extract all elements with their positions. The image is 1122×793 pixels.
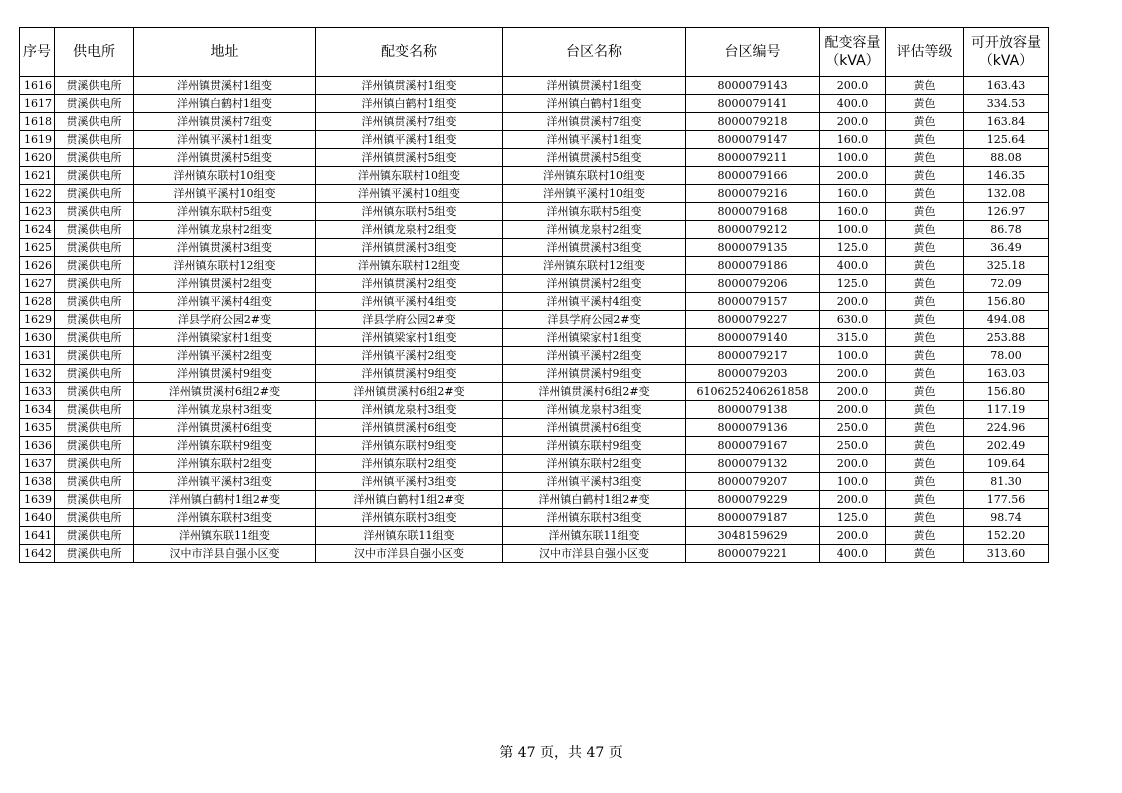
col-open-capacity-cell: 117.19 [964, 401, 1049, 419]
col-supply-station-cell: 贯溪供电所 [55, 203, 134, 221]
col-capacity-cell: 400.0 [820, 257, 886, 275]
col-area-name-cell: 洋县学府公园2#变 [503, 311, 686, 329]
header-row [20, 28, 1049, 77]
col-grade-cell: 黄色 [886, 509, 964, 527]
col-area-code-cell: 8000079147 [686, 131, 820, 149]
table-row [20, 329, 1049, 347]
col-capacity-cell: 315.0 [820, 329, 886, 347]
col-supply-station-cell: 贯溪供电所 [55, 347, 134, 365]
col-serial-cell: 1630 [20, 329, 55, 347]
col-grade-cell: 黄色 [886, 149, 964, 167]
col-grade-cell: 黄色 [886, 401, 964, 419]
col-grade-cell: 黄色 [886, 437, 964, 455]
col-serial-cell: 1622 [20, 185, 55, 203]
col-serial-cell: 1628 [20, 293, 55, 311]
col-address-cell: 洋州镇平溪村2组变 [134, 347, 316, 365]
page-number: 第 47 页，共 47 页 [499, 745, 623, 761]
col-open-capacity-cell: 98.74 [964, 509, 1049, 527]
col-area-name-cell: 洋州镇贯溪村2组变 [503, 275, 686, 293]
col-area-code-cell: 8000079229 [686, 491, 820, 509]
col-area-code-cell: 8000079143 [686, 77, 820, 95]
col-capacity-cell: 400.0 [820, 545, 886, 563]
col-area-code-header: 台区编号 [686, 28, 820, 77]
col-transformer-name-cell: 洋州镇东联村9组变 [316, 437, 503, 455]
col-area-name-cell: 洋州镇东联村2组变 [503, 455, 686, 473]
col-capacity-cell: 100.0 [820, 149, 886, 167]
col-open-capacity-cell: 36.49 [964, 239, 1049, 257]
col-area-name-cell: 洋州镇白鹤村1组变 [503, 95, 686, 113]
col-supply-station-cell: 贯溪供电所 [55, 77, 134, 95]
col-area-name-cell: 洋州镇平溪村10组变 [503, 185, 686, 203]
col-transformer-name-cell: 洋县学府公园2#变 [316, 311, 503, 329]
col-supply-station-cell: 贯溪供电所 [55, 401, 134, 419]
table-row [20, 401, 1049, 419]
col-area-name-cell: 洋州镇平溪村2组变 [503, 347, 686, 365]
col-address-cell: 洋州镇东联村10组变 [134, 167, 316, 185]
col-supply-station-cell: 贯溪供电所 [55, 131, 134, 149]
table-row [20, 167, 1049, 185]
col-transformer-name-cell: 洋州镇贯溪村1组变 [316, 77, 503, 95]
col-area-name-cell: 洋州镇贯溪村9组变 [503, 365, 686, 383]
col-address-cell: 洋州镇平溪村10组变 [134, 185, 316, 203]
col-capacity-cell: 100.0 [820, 221, 886, 239]
table-row [20, 95, 1049, 113]
col-grade-header: 评估等级 [886, 28, 964, 77]
col-capacity-cell: 400.0 [820, 95, 886, 113]
col-transformer-name-cell: 洋州镇贯溪村6组2#变 [316, 383, 503, 401]
col-grade-cell: 黄色 [886, 275, 964, 293]
col-area-code-cell: 8000079140 [686, 329, 820, 347]
col-grade-cell: 黄色 [886, 329, 964, 347]
col-transformer-name-cell: 洋州镇贯溪村7组变 [316, 113, 503, 131]
col-open-capacity-cell: 494.08 [964, 311, 1049, 329]
col-area-name-cell: 洋州镇贯溪村5组变 [503, 149, 686, 167]
col-capacity-cell: 200.0 [820, 455, 886, 473]
data-table [19, 27, 1049, 563]
col-transformer-name-cell: 洋州镇贯溪村2组变 [316, 275, 503, 293]
col-transformer-name-cell: 洋州镇平溪村4组变 [316, 293, 503, 311]
col-address-cell: 洋州镇东联村3组变 [134, 509, 316, 527]
col-open-capacity-cell: 126.97 [964, 203, 1049, 221]
col-grade-cell: 黄色 [886, 113, 964, 131]
col-supply-station-cell: 贯溪供电所 [55, 473, 134, 491]
table-row [20, 473, 1049, 491]
col-open-capacity-cell: 125.64 [964, 131, 1049, 149]
table-row [20, 113, 1049, 131]
col-transformer-name-header: 配变名称 [316, 28, 503, 77]
col-serial-cell: 1632 [20, 365, 55, 383]
col-address-cell: 洋州镇贯溪村1组变 [134, 77, 316, 95]
col-serial-cell: 1636 [20, 437, 55, 455]
col-grade-cell: 黄色 [886, 203, 964, 221]
col-area-name-cell: 洋州镇东联村9组变 [503, 437, 686, 455]
col-supply-station-cell: 贯溪供电所 [55, 185, 134, 203]
col-open-capacity-cell: 88.08 [964, 149, 1049, 167]
col-grade-cell: 黄色 [886, 311, 964, 329]
col-open-capacity-cell: 132.08 [964, 185, 1049, 203]
table-row [20, 491, 1049, 509]
col-area-name-cell: 洋州镇贯溪村3组变 [503, 239, 686, 257]
table-row [20, 347, 1049, 365]
col-area-code-cell: 8000079167 [686, 437, 820, 455]
col-grade-cell: 黄色 [886, 185, 964, 203]
col-address-cell: 洋州镇梁家村1组变 [134, 329, 316, 347]
col-area-code-cell: 8000079218 [686, 113, 820, 131]
col-grade-cell: 黄色 [886, 545, 964, 563]
table-row [20, 437, 1049, 455]
col-serial-cell: 1640 [20, 509, 55, 527]
col-supply-station-cell: 贯溪供电所 [55, 419, 134, 437]
col-capacity-cell: 100.0 [820, 347, 886, 365]
col-capacity-cell: 125.0 [820, 239, 886, 257]
table-row [20, 131, 1049, 149]
col-address-cell: 洋州镇白鹤村1组2#变 [134, 491, 316, 509]
col-address-cell: 洋州镇平溪村3组变 [134, 473, 316, 491]
col-supply-station-cell: 贯溪供电所 [55, 455, 134, 473]
col-serial-cell: 1624 [20, 221, 55, 239]
col-area-code-cell: 8000079216 [686, 185, 820, 203]
col-open-capacity-cell: 334.53 [964, 95, 1049, 113]
col-area-code-cell: 8000079132 [686, 455, 820, 473]
table-row [20, 293, 1049, 311]
col-area-name-cell: 洋州镇贯溪村6组变 [503, 419, 686, 437]
col-capacity-cell: 200.0 [820, 383, 886, 401]
col-address-cell: 洋州镇东联11组变 [134, 527, 316, 545]
col-serial-header: 序号 [20, 28, 55, 77]
col-open-capacity-cell: 313.60 [964, 545, 1049, 563]
col-grade-cell: 黄色 [886, 131, 964, 149]
col-capacity-header: 配变容量 （kVA） [820, 28, 886, 77]
col-area-code-cell: 8000079203 [686, 365, 820, 383]
col-address-cell: 洋州镇东联村9组变 [134, 437, 316, 455]
col-supply-station-cell: 贯溪供电所 [55, 167, 134, 185]
col-serial-cell: 1616 [20, 77, 55, 95]
col-address-cell: 洋州镇贯溪村2组变 [134, 275, 316, 293]
col-address-cell: 洋州镇东联村12组变 [134, 257, 316, 275]
col-area-name-cell: 洋州镇东联村10组变 [503, 167, 686, 185]
table-row [20, 221, 1049, 239]
col-supply-station-cell: 贯溪供电所 [55, 275, 134, 293]
col-capacity-cell: 200.0 [820, 167, 886, 185]
col-capacity-cell: 200.0 [820, 491, 886, 509]
col-serial-cell: 1642 [20, 545, 55, 563]
col-supply-station-cell: 贯溪供电所 [55, 293, 134, 311]
col-area-code-cell: 8000079166 [686, 167, 820, 185]
col-grade-cell: 黄色 [886, 527, 964, 545]
col-transformer-name-cell: 洋州镇贯溪村9组变 [316, 365, 503, 383]
col-area-name-cell: 洋州镇龙泉村3组变 [503, 401, 686, 419]
col-grade-cell: 黄色 [886, 491, 964, 509]
col-area-code-cell: 3048159629 [686, 527, 820, 545]
col-transformer-name-cell: 洋州镇贯溪村3组变 [316, 239, 503, 257]
col-serial-cell: 1621 [20, 167, 55, 185]
col-grade-cell: 黄色 [886, 383, 964, 401]
col-supply-station-cell: 贯溪供电所 [55, 491, 134, 509]
col-area-code-cell: 8000079221 [686, 545, 820, 563]
col-area-name-cell: 洋州镇东联11组变 [503, 527, 686, 545]
col-supply-station-cell: 贯溪供电所 [55, 113, 134, 131]
col-transformer-name-cell: 洋州镇平溪村10组变 [316, 185, 503, 203]
col-transformer-name-cell: 洋州镇白鹤村1组2#变 [316, 491, 503, 509]
col-area-name-cell: 洋州镇东联村3组变 [503, 509, 686, 527]
col-open-capacity-cell: 152.20 [964, 527, 1049, 545]
col-area-code-cell: 8000079135 [686, 239, 820, 257]
col-serial-cell: 1620 [20, 149, 55, 167]
col-grade-cell: 黄色 [886, 419, 964, 437]
col-capacity-cell: 160.0 [820, 131, 886, 149]
col-address-cell: 洋州镇贯溪村5组变 [134, 149, 316, 167]
col-grade-cell: 黄色 [886, 455, 964, 473]
col-transformer-name-cell: 洋州镇梁家村1组变 [316, 329, 503, 347]
table-row [20, 455, 1049, 473]
col-capacity-cell: 200.0 [820, 527, 886, 545]
col-address-header: 地址 [134, 28, 316, 77]
col-address-cell: 洋州镇贯溪村6组2#变 [134, 383, 316, 401]
col-area-code-cell: 8000079227 [686, 311, 820, 329]
col-transformer-name-cell: 洋州镇东联村12组变 [316, 257, 503, 275]
col-capacity-cell: 630.0 [820, 311, 886, 329]
col-grade-cell: 黄色 [886, 473, 964, 491]
col-supply-station-cell: 贯溪供电所 [55, 95, 134, 113]
col-grade-cell: 黄色 [886, 167, 964, 185]
col-transformer-name-cell: 洋州镇东联村3组变 [316, 509, 503, 527]
col-capacity-cell: 250.0 [820, 437, 886, 455]
table-row [20, 77, 1049, 95]
col-capacity-cell: 200.0 [820, 401, 886, 419]
col-area-name-cell: 汉中市洋县自强小区变 [503, 545, 686, 563]
col-supply-station-cell: 贯溪供电所 [55, 383, 134, 401]
col-supply-station-cell: 贯溪供电所 [55, 221, 134, 239]
col-address-cell: 洋州镇平溪村4组变 [134, 293, 316, 311]
table-row [20, 311, 1049, 329]
col-area-code-cell: 8000079138 [686, 401, 820, 419]
col-supply-station-cell: 贯溪供电所 [55, 365, 134, 383]
col-capacity-cell: 200.0 [820, 77, 886, 95]
col-serial-cell: 1633 [20, 383, 55, 401]
col-open-capacity-cell: 156.80 [964, 293, 1049, 311]
col-area-name-header: 台区名称 [503, 28, 686, 77]
col-area-code-cell: 8000079157 [686, 293, 820, 311]
col-area-name-cell: 洋州镇平溪村1组变 [503, 131, 686, 149]
col-transformer-name-cell: 洋州镇贯溪村6组变 [316, 419, 503, 437]
col-open-capacity-header: 可开放容量 （kVA） [964, 28, 1049, 77]
col-area-code-cell: 8000079207 [686, 473, 820, 491]
col-open-capacity-cell: 78.00 [964, 347, 1049, 365]
col-capacity-cell: 160.0 [820, 185, 886, 203]
table-row [20, 419, 1049, 437]
col-address-cell: 洋州镇东联村5组变 [134, 203, 316, 221]
col-open-capacity-cell: 202.49 [964, 437, 1049, 455]
col-open-capacity-cell: 325.18 [964, 257, 1049, 275]
col-supply-station-cell: 贯溪供电所 [55, 545, 134, 563]
col-capacity-cell: 200.0 [820, 293, 886, 311]
col-supply-station-cell: 贯溪供电所 [55, 509, 134, 527]
col-address-cell: 洋州镇白鹤村1组变 [134, 95, 316, 113]
col-transformer-name-cell: 洋州镇东联11组变 [316, 527, 503, 545]
col-capacity-cell: 100.0 [820, 473, 886, 491]
col-serial-cell: 1617 [20, 95, 55, 113]
col-area-code-cell: 8000079212 [686, 221, 820, 239]
col-supply-station-cell: 贯溪供电所 [55, 527, 134, 545]
col-serial-cell: 1627 [20, 275, 55, 293]
col-area-name-cell: 洋州镇贯溪村6组2#变 [503, 383, 686, 401]
col-address-cell: 洋州镇贯溪村3组变 [134, 239, 316, 257]
col-serial-cell: 1635 [20, 419, 55, 437]
col-open-capacity-cell: 146.35 [964, 167, 1049, 185]
col-address-cell: 汉中市洋县自强小区变 [134, 545, 316, 563]
col-open-capacity-cell: 253.88 [964, 329, 1049, 347]
col-grade-cell: 黄色 [886, 293, 964, 311]
col-area-name-cell: 洋州镇东联村5组变 [503, 203, 686, 221]
table-row [20, 185, 1049, 203]
col-serial-cell: 1637 [20, 455, 55, 473]
col-transformer-name-cell: 洋州镇贯溪村5组变 [316, 149, 503, 167]
col-open-capacity-cell: 177.56 [964, 491, 1049, 509]
col-address-cell: 洋州镇龙泉村2组变 [134, 221, 316, 239]
col-supply-station-cell: 贯溪供电所 [55, 311, 134, 329]
col-transformer-name-cell: 洋州镇东联村5组变 [316, 203, 503, 221]
col-transformer-name-cell: 洋州镇平溪村2组变 [316, 347, 503, 365]
col-supply-station-cell: 贯溪供电所 [55, 149, 134, 167]
table-row [20, 203, 1049, 221]
col-grade-cell: 黄色 [886, 365, 964, 383]
col-open-capacity-cell: 224.96 [964, 419, 1049, 437]
col-serial-cell: 1619 [20, 131, 55, 149]
col-capacity-cell: 125.0 [820, 509, 886, 527]
table-row [20, 527, 1049, 545]
col-supply-station-cell: 贯溪供电所 [55, 257, 134, 275]
col-area-name-cell: 洋州镇白鹤村1组2#变 [503, 491, 686, 509]
col-address-cell: 洋州镇贯溪村7组变 [134, 113, 316, 131]
col-serial-cell: 1641 [20, 527, 55, 545]
col-serial-cell: 1631 [20, 347, 55, 365]
col-transformer-name-cell: 洋州镇东联村10组变 [316, 167, 503, 185]
col-supply-station-header: 供电所 [55, 28, 134, 77]
table-row [20, 149, 1049, 167]
col-serial-cell: 1626 [20, 257, 55, 275]
col-address-cell: 洋州镇东联村2组变 [134, 455, 316, 473]
col-serial-cell: 1634 [20, 401, 55, 419]
col-address-cell: 洋县学府公园2#变 [134, 311, 316, 329]
col-area-name-cell: 洋州镇贯溪村7组变 [503, 113, 686, 131]
col-open-capacity-cell: 163.43 [964, 77, 1049, 95]
col-open-capacity-cell: 86.78 [964, 221, 1049, 239]
col-area-name-cell: 洋州镇梁家村1组变 [503, 329, 686, 347]
col-capacity-cell: 200.0 [820, 365, 886, 383]
col-area-name-cell: 洋州镇平溪村4组变 [503, 293, 686, 311]
col-area-code-cell: 8000079217 [686, 347, 820, 365]
col-supply-station-cell: 贯溪供电所 [55, 437, 134, 455]
col-area-code-cell: 8000079187 [686, 509, 820, 527]
col-open-capacity-cell: 72.09 [964, 275, 1049, 293]
col-transformer-name-cell: 洋州镇白鹤村1组变 [316, 95, 503, 113]
col-supply-station-cell: 贯溪供电所 [55, 239, 134, 257]
col-area-name-cell: 洋州镇龙泉村2组变 [503, 221, 686, 239]
col-capacity-cell: 250.0 [820, 419, 886, 437]
col-capacity-cell: 200.0 [820, 113, 886, 131]
col-area-code-cell: 8000079211 [686, 149, 820, 167]
col-address-cell: 洋州镇贯溪村9组变 [134, 365, 316, 383]
col-grade-cell: 黄色 [886, 95, 964, 113]
table-row [20, 365, 1049, 383]
col-area-code-cell: 6106252406261858 [686, 383, 820, 401]
col-serial-cell: 1629 [20, 311, 55, 329]
col-area-name-cell: 洋州镇平溪村3组变 [503, 473, 686, 491]
col-transformer-name-cell: 洋州镇平溪村1组变 [316, 131, 503, 149]
col-serial-cell: 1638 [20, 473, 55, 491]
col-area-code-cell: 8000079141 [686, 95, 820, 113]
col-open-capacity-cell: 163.03 [964, 365, 1049, 383]
col-address-cell: 洋州镇平溪村1组变 [134, 131, 316, 149]
col-supply-station-cell: 贯溪供电所 [55, 329, 134, 347]
col-capacity-cell: 160.0 [820, 203, 886, 221]
col-transformer-name-cell: 汉中市洋县自强小区变 [316, 545, 503, 563]
col-area-code-cell: 8000079168 [686, 203, 820, 221]
col-transformer-name-cell: 洋州镇龙泉村3组变 [316, 401, 503, 419]
col-transformer-name-cell: 洋州镇东联村2组变 [316, 455, 503, 473]
col-transformer-name-cell: 洋州镇龙泉村2组变 [316, 221, 503, 239]
table-row [20, 257, 1049, 275]
col-address-cell: 洋州镇龙泉村3组变 [134, 401, 316, 419]
col-serial-cell: 1623 [20, 203, 55, 221]
col-capacity-cell: 125.0 [820, 275, 886, 293]
table-row [20, 509, 1049, 527]
table-row [20, 383, 1049, 401]
col-grade-cell: 黄色 [886, 239, 964, 257]
col-open-capacity-cell: 163.84 [964, 113, 1049, 131]
col-open-capacity-cell: 81.30 [964, 473, 1049, 491]
col-open-capacity-cell: 156.80 [964, 383, 1049, 401]
table-row [20, 239, 1049, 257]
col-serial-cell: 1625 [20, 239, 55, 257]
col-area-name-cell: 洋州镇贯溪村1组变 [503, 77, 686, 95]
col-grade-cell: 黄色 [886, 257, 964, 275]
col-open-capacity-cell: 109.64 [964, 455, 1049, 473]
table-row [20, 275, 1049, 293]
col-area-code-cell: 8000079136 [686, 419, 820, 437]
table-row [20, 545, 1049, 563]
col-transformer-name-cell: 洋州镇平溪村3组变 [316, 473, 503, 491]
col-grade-cell: 黄色 [886, 347, 964, 365]
col-serial-cell: 1639 [20, 491, 55, 509]
col-serial-cell: 1618 [20, 113, 55, 131]
col-grade-cell: 黄色 [886, 221, 964, 239]
col-area-code-cell: 8000079186 [686, 257, 820, 275]
col-address-cell: 洋州镇贯溪村6组变 [134, 419, 316, 437]
table-body [20, 77, 1049, 563]
col-area-name-cell: 洋州镇东联村12组变 [503, 257, 686, 275]
col-area-code-cell: 8000079206 [686, 275, 820, 293]
col-grade-cell: 黄色 [886, 77, 964, 95]
